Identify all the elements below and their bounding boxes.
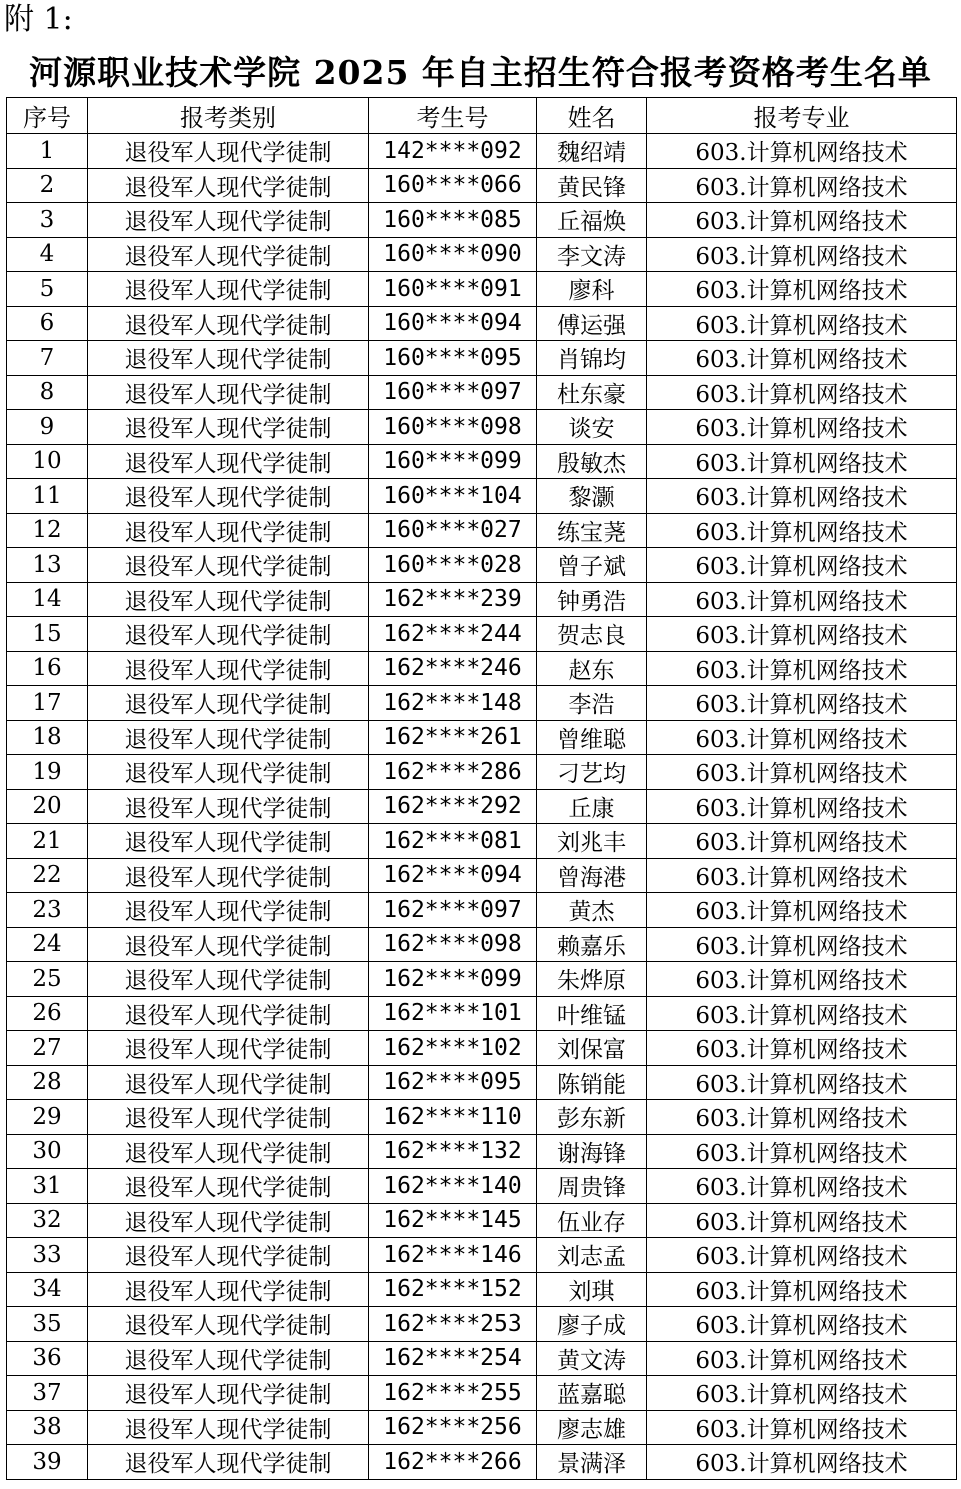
cell-name: 廖志雄 — [537, 1410, 647, 1445]
cell-major: 603.计算机网络技术 — [647, 789, 957, 824]
appendix-label: 附 1: — [4, 2, 73, 37]
table-row — [7, 1203, 957, 1238]
cell-name: 黄民锋 — [537, 168, 647, 203]
cell-exam-id: 162****244 — [369, 617, 537, 652]
cell-number: 38 — [7, 1410, 88, 1445]
cell-category: 退役军人现代学徒制 — [88, 1307, 369, 1342]
cell-exam-id: 162****246 — [369, 651, 537, 686]
table-row — [7, 927, 957, 962]
table-row — [7, 824, 957, 859]
cell-major: 603.计算机网络技术 — [647, 203, 957, 238]
cell-category: 退役军人现代学徒制 — [88, 306, 369, 341]
table-row — [7, 755, 957, 790]
cell-number: 9 — [7, 410, 88, 445]
cell-exam-id: 160****094 — [369, 306, 537, 341]
table-row — [7, 617, 957, 652]
cell-category: 退役军人现代学徒制 — [88, 341, 369, 376]
column-header-exam-id: 考生号 — [369, 98, 537, 134]
cell-category: 退役军人现代学徒制 — [88, 1203, 369, 1238]
cell-name: 黄文涛 — [537, 1341, 647, 1376]
cell-exam-id: 160****104 — [369, 479, 537, 514]
cell-major: 603.计算机网络技术 — [647, 1238, 957, 1273]
cell-major: 603.计算机网络技术 — [647, 548, 957, 583]
cell-number: 24 — [7, 927, 88, 962]
cell-major: 603.计算机网络技术 — [647, 617, 957, 652]
cell-major: 603.计算机网络技术 — [647, 1307, 957, 1342]
cell-name: 杜东豪 — [537, 375, 647, 410]
table-row — [7, 1341, 957, 1376]
cell-number: 10 — [7, 444, 88, 479]
cell-name: 钟勇浩 — [537, 582, 647, 617]
cell-category: 退役军人现代学徒制 — [88, 479, 369, 514]
cell-exam-id: 162****132 — [369, 1134, 537, 1169]
cell-number: 28 — [7, 1065, 88, 1100]
cell-number: 2 — [7, 168, 88, 203]
cell-number: 13 — [7, 548, 88, 583]
cell-major: 603.计算机网络技术 — [647, 1065, 957, 1100]
cell-exam-id: 162****110 — [369, 1100, 537, 1135]
cell-number: 37 — [7, 1376, 88, 1411]
cell-exam-id: 160****091 — [369, 272, 537, 307]
cell-exam-id: 162****261 — [369, 720, 537, 755]
table-row — [7, 686, 957, 721]
cell-number: 22 — [7, 858, 88, 893]
cell-number: 27 — [7, 1031, 88, 1066]
cell-name: 刁艺均 — [537, 755, 647, 790]
cell-category: 退役军人现代学徒制 — [88, 1031, 369, 1066]
cell-number: 21 — [7, 824, 88, 859]
cell-number: 36 — [7, 1341, 88, 1376]
cell-exam-id: 162****081 — [369, 824, 537, 859]
cell-name: 刘琪 — [537, 1272, 647, 1307]
cell-name: 丘康 — [537, 789, 647, 824]
cell-major: 603.计算机网络技术 — [647, 927, 957, 962]
cell-category: 退役军人现代学徒制 — [88, 1065, 369, 1100]
cell-major: 603.计算机网络技术 — [647, 272, 957, 307]
cell-exam-id: 160****095 — [369, 341, 537, 376]
cell-name: 殷敏杰 — [537, 444, 647, 479]
cell-number: 5 — [7, 272, 88, 307]
table-row — [7, 272, 957, 307]
cell-major: 603.计算机网络技术 — [647, 341, 957, 376]
cell-category: 退役军人现代学徒制 — [88, 375, 369, 410]
table-row — [7, 513, 957, 548]
cell-number: 16 — [7, 651, 88, 686]
cell-name: 伍业存 — [537, 1203, 647, 1238]
cell-category: 退役军人现代学徒制 — [88, 134, 369, 169]
cell-name: 刘兆丰 — [537, 824, 647, 859]
cell-major: 603.计算机网络技术 — [647, 1100, 957, 1135]
cell-name: 黎灏 — [537, 479, 647, 514]
cell-name: 叶维锰 — [537, 996, 647, 1031]
cell-number: 8 — [7, 375, 88, 410]
cell-category: 退役军人现代学徒制 — [88, 996, 369, 1031]
cell-major: 603.计算机网络技术 — [647, 720, 957, 755]
cell-exam-id: 162****239 — [369, 582, 537, 617]
cell-exam-id: 162****099 — [369, 962, 537, 997]
table-row — [7, 237, 957, 272]
table-row — [7, 962, 957, 997]
document-title: 河源职业技术学院 2025 年自主招生符合报考资格考生名单 — [29, 53, 932, 92]
cell-name: 刘志孟 — [537, 1238, 647, 1273]
cell-category: 退役军人现代学徒制 — [88, 893, 369, 928]
cell-exam-id: 162****140 — [369, 1169, 537, 1204]
cell-name: 李浩 — [537, 686, 647, 721]
cell-category: 退役军人现代学徒制 — [88, 686, 369, 721]
cell-major: 603.计算机网络技术 — [647, 444, 957, 479]
cell-major: 603.计算机网络技术 — [647, 513, 957, 548]
cell-category: 退役军人现代学徒制 — [88, 1169, 369, 1204]
cell-number: 6 — [7, 306, 88, 341]
cell-number: 33 — [7, 1238, 88, 1273]
cell-exam-id: 162****098 — [369, 927, 537, 962]
cell-exam-id: 160****098 — [369, 410, 537, 445]
table-row — [7, 893, 957, 928]
table-row — [7, 1169, 957, 1204]
table-row — [7, 1100, 957, 1135]
cell-name: 黄杰 — [537, 893, 647, 928]
cell-name: 陈销能 — [537, 1065, 647, 1100]
cell-number: 26 — [7, 996, 88, 1031]
table-row — [7, 789, 957, 824]
table-row — [7, 1272, 957, 1307]
table-row — [7, 651, 957, 686]
cell-category: 退役军人现代学徒制 — [88, 858, 369, 893]
cell-major: 603.计算机网络技术 — [647, 962, 957, 997]
table-row — [7, 858, 957, 893]
cell-major: 603.计算机网络技术 — [647, 1445, 957, 1480]
cell-number: 1 — [7, 134, 88, 169]
cell-name: 曾子斌 — [537, 548, 647, 583]
cell-name: 谢海锋 — [537, 1134, 647, 1169]
cell-category: 退役军人现代学徒制 — [88, 789, 369, 824]
table-row — [7, 996, 957, 1031]
cell-major: 603.计算机网络技术 — [647, 1341, 957, 1376]
cell-number: 34 — [7, 1272, 88, 1307]
cell-name: 彭东新 — [537, 1100, 647, 1135]
cell-exam-id: 160****028 — [369, 548, 537, 583]
cell-name: 景满泽 — [537, 1445, 647, 1480]
cell-number: 32 — [7, 1203, 88, 1238]
table-row — [7, 1238, 957, 1273]
cell-category: 退役军人现代学徒制 — [88, 824, 369, 859]
cell-category: 退役军人现代学徒制 — [88, 1134, 369, 1169]
table-body — [7, 134, 957, 1480]
cell-name: 蓝嘉聪 — [537, 1376, 647, 1411]
cell-category: 退役军人现代学徒制 — [88, 1376, 369, 1411]
cell-major: 603.计算机网络技术 — [647, 306, 957, 341]
cell-number: 11 — [7, 479, 88, 514]
cell-category: 退役军人现代学徒制 — [88, 720, 369, 755]
cell-exam-id: 162****253 — [369, 1307, 537, 1342]
cell-number: 3 — [7, 203, 88, 238]
cell-category: 退役军人现代学徒制 — [88, 1445, 369, 1480]
cell-major: 603.计算机网络技术 — [647, 1134, 957, 1169]
cell-category: 退役军人现代学徒制 — [88, 548, 369, 583]
table-row — [7, 134, 957, 169]
cell-category: 退役军人现代学徒制 — [88, 272, 369, 307]
cell-exam-id: 160****090 — [369, 237, 537, 272]
cell-name: 练宝荛 — [537, 513, 647, 548]
cell-number: 19 — [7, 755, 88, 790]
table-row — [7, 410, 957, 445]
table-row — [7, 1445, 957, 1480]
cell-name: 周贵锋 — [537, 1169, 647, 1204]
cell-category: 退役军人现代学徒制 — [88, 168, 369, 203]
cell-name: 曾维聪 — [537, 720, 647, 755]
cell-major: 603.计算机网络技术 — [647, 582, 957, 617]
cell-number: 17 — [7, 686, 88, 721]
cell-exam-id: 160****085 — [369, 203, 537, 238]
cell-category: 退役军人现代学徒制 — [88, 1238, 369, 1273]
cell-major: 603.计算机网络技术 — [647, 1203, 957, 1238]
table-row — [7, 1307, 957, 1342]
cell-number: 7 — [7, 341, 88, 376]
cell-number: 30 — [7, 1134, 88, 1169]
column-header-name: 姓名 — [537, 98, 647, 134]
cell-name: 刘保富 — [537, 1031, 647, 1066]
cell-category: 退役军人现代学徒制 — [88, 1272, 369, 1307]
cell-exam-id: 162****097 — [369, 893, 537, 928]
table-row — [7, 341, 957, 376]
column-header-category: 报考类别 — [88, 98, 369, 134]
candidate-table — [6, 97, 957, 1480]
cell-major: 603.计算机网络技术 — [647, 1272, 957, 1307]
cell-major: 603.计算机网络技术 — [647, 755, 957, 790]
cell-exam-id: 162****266 — [369, 1445, 537, 1480]
cell-number: 20 — [7, 789, 88, 824]
cell-major: 603.计算机网络技术 — [647, 1169, 957, 1204]
cell-category: 退役军人现代学徒制 — [88, 617, 369, 652]
cell-category: 退役军人现代学徒制 — [88, 203, 369, 238]
cell-major: 603.计算机网络技术 — [647, 824, 957, 859]
cell-major: 603.计算机网络技术 — [647, 996, 957, 1031]
cell-major: 603.计算机网络技术 — [647, 1031, 957, 1066]
cell-number: 23 — [7, 893, 88, 928]
cell-exam-id: 162****095 — [369, 1065, 537, 1100]
table-row — [7, 1065, 957, 1100]
column-header-number: 序号 — [7, 98, 88, 134]
cell-category: 退役军人现代学徒制 — [88, 962, 369, 997]
table-row — [7, 375, 957, 410]
cell-number: 14 — [7, 582, 88, 617]
cell-name: 傅运强 — [537, 306, 647, 341]
cell-name: 丘福焕 — [537, 203, 647, 238]
cell-major: 603.计算机网络技术 — [647, 686, 957, 721]
cell-exam-id: 162****145 — [369, 1203, 537, 1238]
cell-major: 603.计算机网络技术 — [647, 1410, 957, 1445]
cell-exam-id: 160****066 — [369, 168, 537, 203]
table-row — [7, 1031, 957, 1066]
cell-name: 魏绍靖 — [537, 134, 647, 169]
cell-exam-id: 160****027 — [369, 513, 537, 548]
cell-category: 退役军人现代学徒制 — [88, 651, 369, 686]
cell-exam-id: 142****092 — [369, 134, 537, 169]
table-row — [7, 1134, 957, 1169]
cell-exam-id: 162****102 — [369, 1031, 537, 1066]
cell-exam-id: 162****152 — [369, 1272, 537, 1307]
cell-category: 退役军人现代学徒制 — [88, 927, 369, 962]
cell-number: 35 — [7, 1307, 88, 1342]
cell-major: 603.计算机网络技术 — [647, 858, 957, 893]
cell-number: 15 — [7, 617, 88, 652]
cell-name: 谈安 — [537, 410, 647, 445]
cell-name: 肖锦均 — [537, 341, 647, 376]
cell-name: 曾海港 — [537, 858, 647, 893]
cell-number: 39 — [7, 1445, 88, 1480]
cell-name: 朱烨原 — [537, 962, 647, 997]
cell-name: 赖嘉乐 — [537, 927, 647, 962]
cell-exam-id: 162****255 — [369, 1376, 537, 1411]
cell-exam-id: 162****254 — [369, 1341, 537, 1376]
table-row — [7, 720, 957, 755]
cell-number: 18 — [7, 720, 88, 755]
cell-exam-id: 160****097 — [369, 375, 537, 410]
table-row — [7, 548, 957, 583]
table-row — [7, 306, 957, 341]
cell-exam-id: 162****148 — [369, 686, 537, 721]
cell-number: 12 — [7, 513, 88, 548]
cell-number: 25 — [7, 962, 88, 997]
cell-name: 赵东 — [537, 651, 647, 686]
table-row — [7, 203, 957, 238]
cell-category: 退役军人现代学徒制 — [88, 513, 369, 548]
table-header — [7, 98, 957, 134]
cell-major: 603.计算机网络技术 — [647, 168, 957, 203]
cell-major: 603.计算机网络技术 — [647, 134, 957, 169]
cell-number: 29 — [7, 1100, 88, 1135]
table-row — [7, 582, 957, 617]
cell-name: 李文涛 — [537, 237, 647, 272]
cell-exam-id: 160****099 — [369, 444, 537, 479]
cell-exam-id: 162****292 — [369, 789, 537, 824]
cell-name: 廖科 — [537, 272, 647, 307]
cell-category: 退役军人现代学徒制 — [88, 237, 369, 272]
cell-name: 廖子成 — [537, 1307, 647, 1342]
cell-name: 贺志良 — [537, 617, 647, 652]
cell-exam-id: 162****146 — [369, 1238, 537, 1273]
cell-category: 退役军人现代学徒制 — [88, 582, 369, 617]
cell-exam-id: 162****094 — [369, 858, 537, 893]
cell-exam-id: 162****286 — [369, 755, 537, 790]
cell-number: 31 — [7, 1169, 88, 1204]
cell-category: 退役军人现代学徒制 — [88, 755, 369, 790]
cell-major: 603.计算机网络技术 — [647, 375, 957, 410]
cell-major: 603.计算机网络技术 — [647, 1376, 957, 1411]
cell-major: 603.计算机网络技术 — [647, 651, 957, 686]
table-row — [7, 1376, 957, 1411]
table-row — [7, 168, 957, 203]
table-row — [7, 479, 957, 514]
cell-category: 退役军人现代学徒制 — [88, 1100, 369, 1135]
cell-major: 603.计算机网络技术 — [647, 410, 957, 445]
table-row — [7, 444, 957, 479]
cell-category: 退役军人现代学徒制 — [88, 1341, 369, 1376]
cell-category: 退役军人现代学徒制 — [88, 410, 369, 445]
cell-major: 603.计算机网络技术 — [647, 479, 957, 514]
cell-major: 603.计算机网络技术 — [647, 237, 957, 272]
column-header-major: 报考专业 — [647, 98, 957, 134]
header-row — [7, 98, 957, 134]
cell-major: 603.计算机网络技术 — [647, 893, 957, 928]
cell-category: 退役军人现代学徒制 — [88, 444, 369, 479]
cell-category: 退役军人现代学徒制 — [88, 1410, 369, 1445]
cell-exam-id: 162****101 — [369, 996, 537, 1031]
cell-number: 4 — [7, 237, 88, 272]
cell-exam-id: 162****256 — [369, 1410, 537, 1445]
table-row — [7, 1410, 957, 1445]
